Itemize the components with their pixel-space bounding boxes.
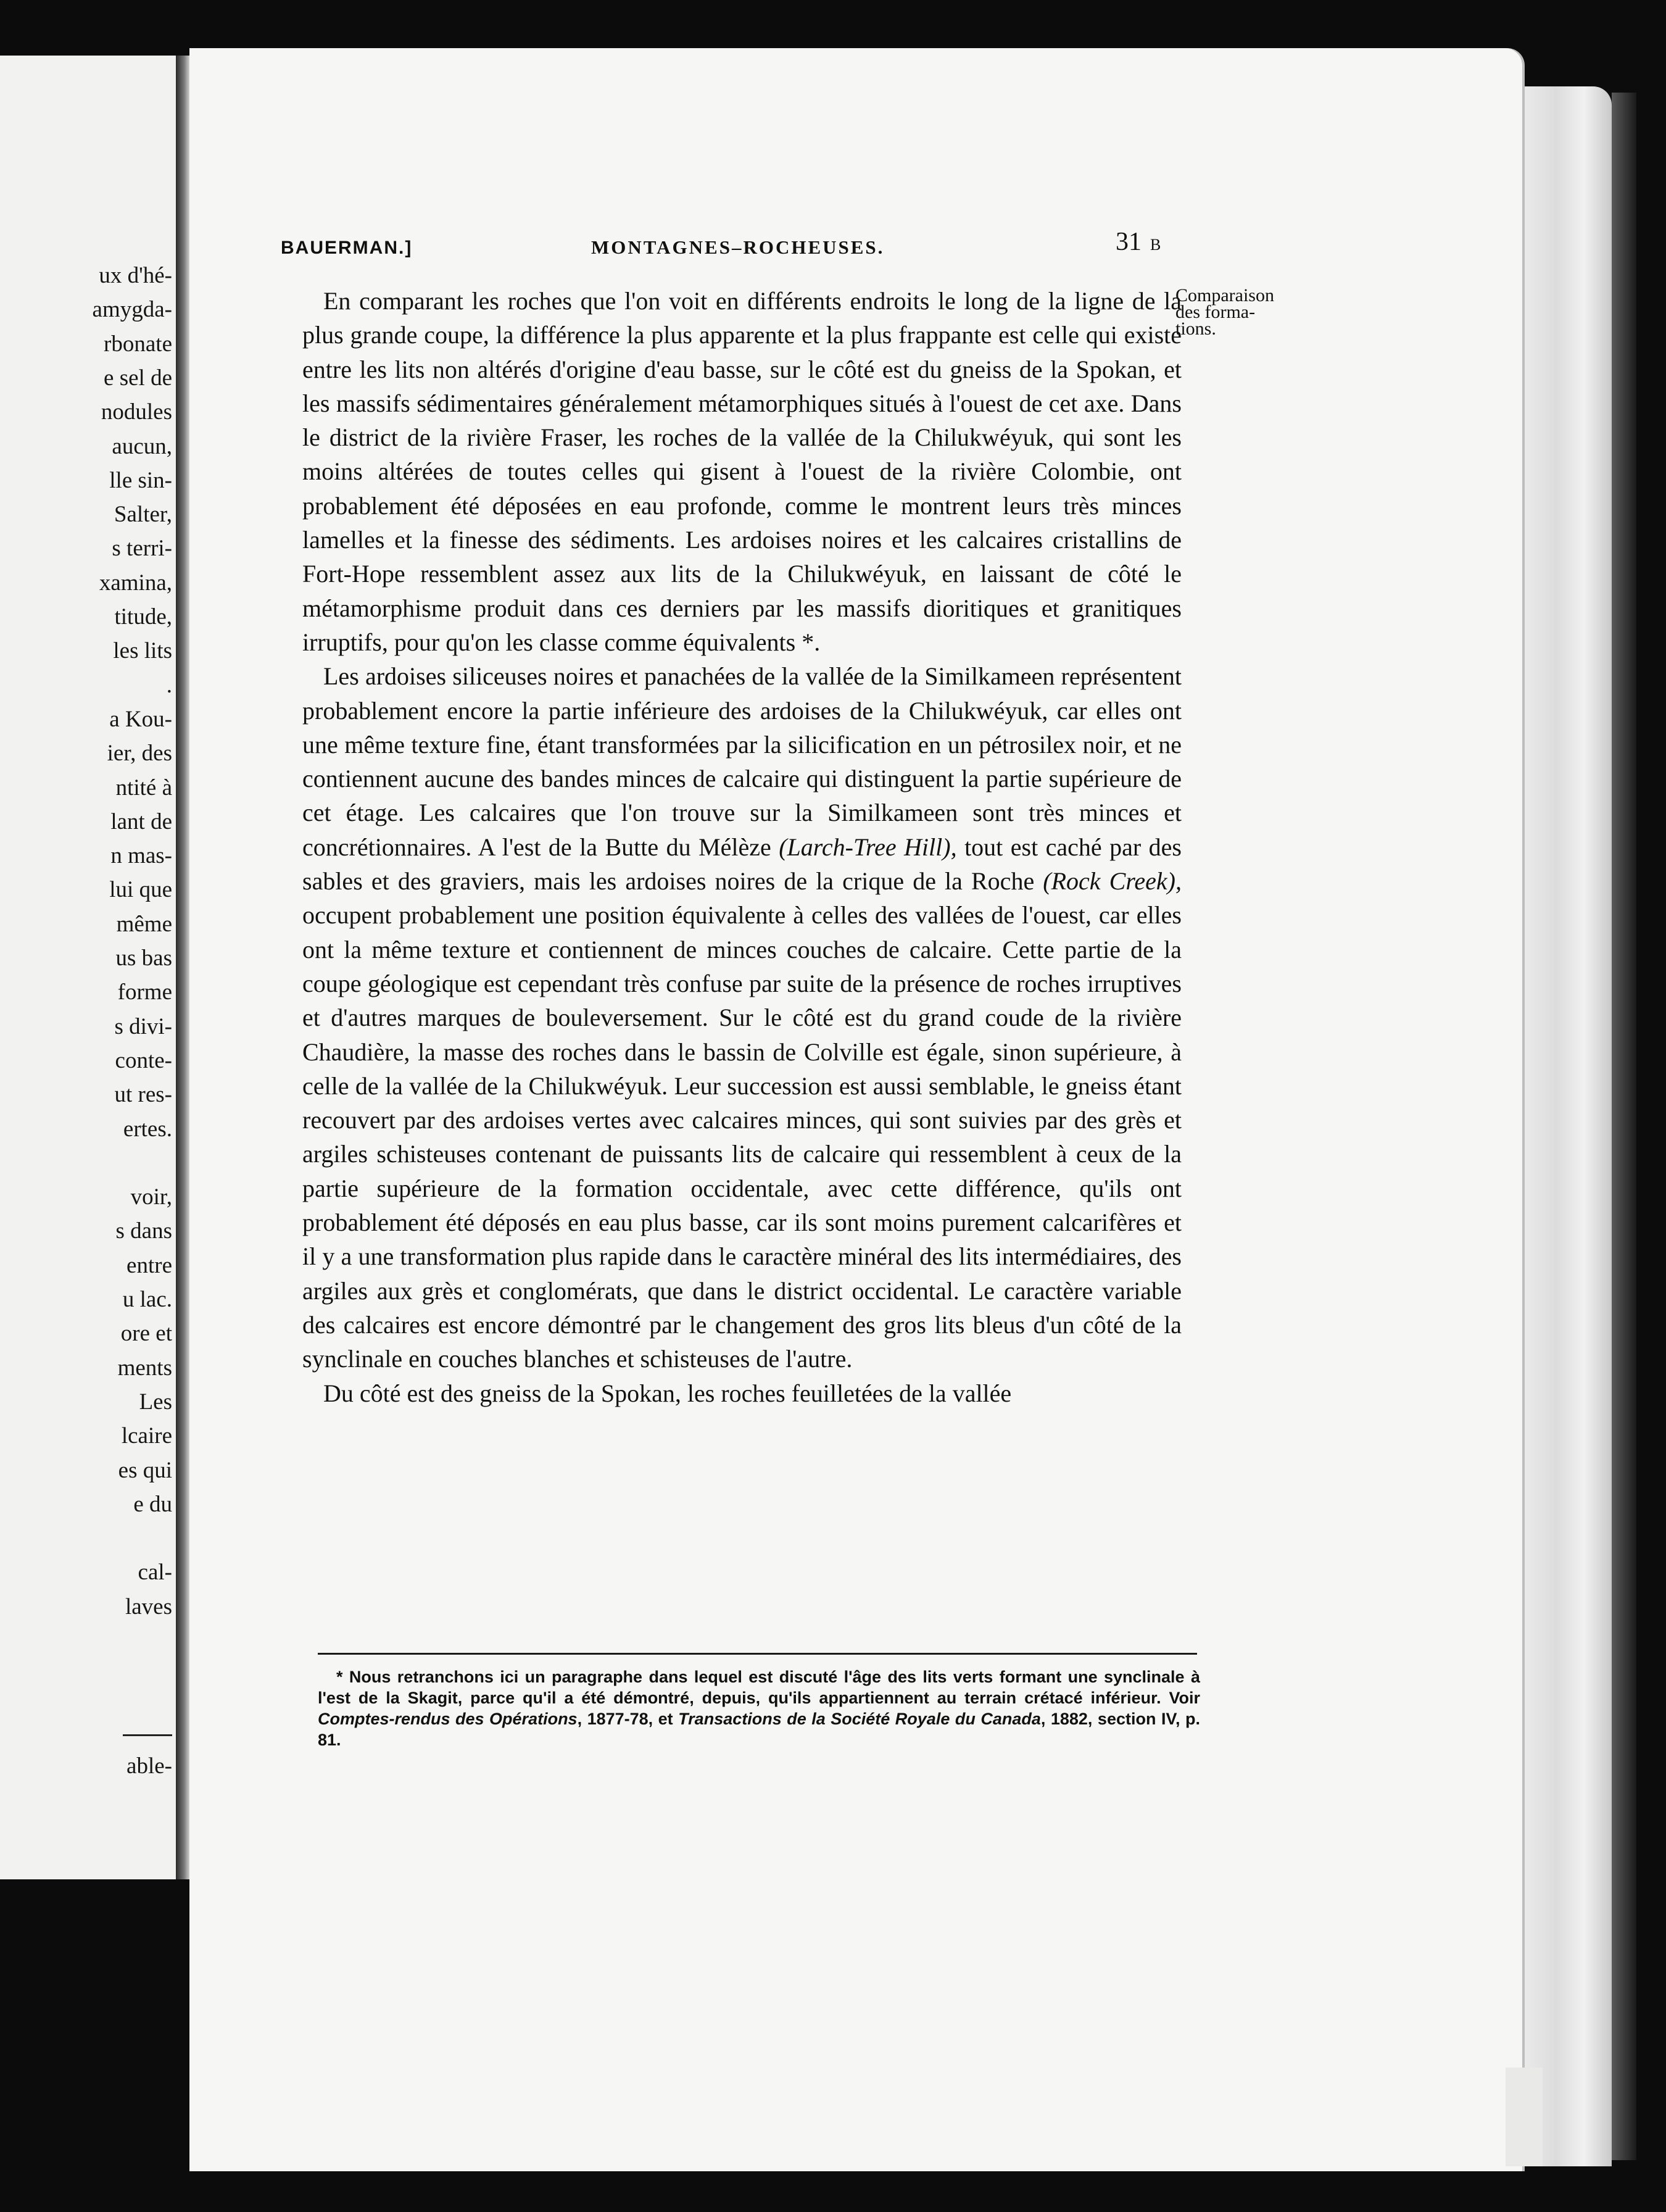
left-page-line: cal- bbox=[138, 1560, 172, 1586]
paragraph bbox=[302, 284, 1182, 659]
text-segment: Les ardoises siliceuses noires et panachées de la vallée de la Similkameen représentent probablement encore la partie inférieure des ardoises de la Chilukwéyuk, car elles ont une même texture fine, étant transformées par la silicification en un pétrosilex noir, et ne contiennent aucune des bandes minces de calcaire qui distinguent la partie supérieure de cet étage. Les calcaires que l'on trouve sur la Similkameen sont très minces et concrétionnaires. A l'est de la Butte du Mélèze bbox=[302, 662, 1182, 861]
left-page-line: ux d'hé- bbox=[99, 263, 172, 288]
left-page-rule bbox=[123, 1734, 172, 1736]
left-page-line: s terri- bbox=[112, 536, 172, 562]
left-page-line: les lits bbox=[113, 638, 172, 664]
left-page-line: rbonate bbox=[104, 331, 172, 357]
left-page-line: nodules bbox=[101, 399, 172, 425]
left-page-line: us bas bbox=[115, 946, 172, 971]
author-name: BAUERMAN. bbox=[281, 238, 405, 258]
left-page-line: aucun, bbox=[112, 433, 172, 459]
left-page-line: lcaire bbox=[121, 1423, 172, 1449]
footnote-text: , 1877-78, et bbox=[577, 1710, 679, 1728]
left-page-line: Salter, bbox=[114, 502, 172, 528]
margin-note-line: des forma- bbox=[1175, 302, 1256, 322]
left-page-line: a Kou- bbox=[109, 706, 172, 732]
book-cover-edge bbox=[1612, 93, 1636, 2160]
text-segment: occupent probablement une position équivalente à celles des vallées de l'ouest, car elles ont la même texture et contiennent de minces couches de calcaire. Cette partie de la coupe géologique est cependant très confuse par suite de la présence de roches irruptives et d'autres marques de bouleversement. Sur le côté est du grand coude de la rivière Chaudière, la masse des roches dans le bassin de Colville est égale, sinon supérieure, à celle de la vallée de la Chilukwéyuk. Leur succession est aussi semblable, le gneiss étant recouvert par des ardoises vertes avec calcaires minces, qui sont suivies par des grès et argiles schisteuses contenant de puissants lits de calcaire qui ressemblent à ceux de la partie supérieure de la formation occidentale, avec cette différence, qu'ils ont probablement été déposés en eau plus basse, car ils sont moins purement calcarifères et il y a une transformation plus rapide dans le caractère minéral des lits intermédiaires, des argiles aux grès et conglomérats, que dans le district occidental. Le caractère variable des calcaires est encore démontré par le changement des gros lits bleus d'un côté de la synclinale en couches blanches et schisteuses de l'autre. bbox=[302, 901, 1182, 1373]
left-page-line: ntité à bbox=[115, 775, 172, 800]
body-text bbox=[302, 284, 1182, 1410]
left-page-line: lui que bbox=[109, 877, 172, 903]
left-page-line: e du bbox=[133, 1491, 172, 1517]
book-gutter bbox=[176, 56, 189, 1879]
footnote-rule bbox=[318, 1653, 1197, 1655]
paragraph bbox=[302, 1376, 1182, 1410]
left-page-line: ertes. bbox=[123, 1116, 172, 1142]
italic-text: (Larch-Tree Hill), bbox=[779, 833, 957, 861]
paragraph bbox=[302, 659, 1182, 1376]
left-page-line: xamina, bbox=[99, 570, 172, 596]
left-page-line: es qui bbox=[118, 1457, 172, 1483]
running-header-title: MONTAGNES–ROCHEUSES. bbox=[591, 236, 885, 258]
left-page-line: s divi- bbox=[114, 1013, 172, 1039]
left-page-line: conte- bbox=[115, 1047, 172, 1073]
margin-note-line: tions. bbox=[1175, 318, 1216, 339]
footnote-italic-text: Transactions de la Société Royale du Canada bbox=[678, 1710, 1041, 1728]
running-header-author bbox=[281, 238, 412, 259]
left-page-line: titude, bbox=[114, 604, 172, 630]
left-page-line: amygda- bbox=[92, 297, 172, 323]
header-bracket: ] bbox=[405, 238, 413, 258]
page-number-suffix: B bbox=[1150, 236, 1161, 254]
text-segment: Du côté est des gneiss de la Spokan, les roches feuilletées de la vallée bbox=[323, 1379, 1012, 1407]
left-page-line: entre bbox=[126, 1252, 172, 1278]
footnote-text: , 1882, section IV, p. 81. bbox=[318, 1710, 1200, 1749]
text-segment: En comparant les roches que l'on voit en différents endroits le long de la ligne de la plus grande coupe, la différence la plus apparente et la plus frappante est celle qui existe entre les lits non altérés d'origine d'eau basse, sur le côté est du gneiss de la Spokan, et les massifs sédimentaires généralement métamorphiques situés à l'ouest de cet axe. Dans le district de la rivière Fraser, les roches de la vallée de la Chilukwéyuk, qui sont les moins altérées de toutes celles qui gisent à l'ouest de la rivière Colombie, ont probablement été déposées en eau profonde, comme le montrent leurs très minces lamelles et la finesse des sédiments. Les ardoises noires et les calcaires cristallins de Fort-Hope ressemblent assez aux lits de la Chilukwéyuk, en laissant de côté le métamorphisme produit dans ces derniers par les massifs dioritiques et granitiques irruptifs, pour qu'on les classe comme équivalents *. bbox=[302, 287, 1182, 656]
left-page-line: . bbox=[166, 672, 172, 698]
footnote-paragraph bbox=[318, 1666, 1200, 1750]
left-page-line: forme bbox=[117, 979, 172, 1005]
left-page-line: voir, bbox=[130, 1184, 172, 1210]
margin-note-line: Comparaison bbox=[1175, 285, 1274, 306]
left-page-line: Les bbox=[139, 1389, 172, 1415]
left-page-line: lle sin- bbox=[109, 467, 172, 493]
left-page-line: laves bbox=[125, 1594, 172, 1620]
left-page-line: n mas- bbox=[110, 843, 172, 869]
footnote bbox=[318, 1666, 1200, 1750]
footnote-text: * Nous retranchons ici un paragraphe dans lequel est discuté l'âge des lits verts formant une synclinale à l'est de la Skagit, parce qu'il a été démontré, depuis, qu'ils appartiennent au terrain crétacé inférieur. Voir bbox=[318, 1668, 1200, 1707]
text-segment: tout est caché par des sables et des graviers, mais les ardoises noires de la crique de la Roche bbox=[302, 833, 1182, 896]
italic-text: (Rock Creek), bbox=[1043, 867, 1182, 896]
left-page-line: s dans bbox=[115, 1218, 172, 1244]
left-page-fragment bbox=[0, 56, 178, 1879]
page-number bbox=[1116, 227, 1161, 257]
margin-note bbox=[1175, 287, 1336, 337]
page-corner bbox=[1506, 2068, 1543, 2166]
left-page-line: u lac. bbox=[122, 1287, 172, 1312]
left-page-line: ore et bbox=[120, 1321, 172, 1347]
left-page-line: e sel de bbox=[104, 365, 172, 391]
left-page-line: lant de bbox=[110, 809, 172, 834]
left-page-line: ments bbox=[117, 1355, 172, 1381]
page-stack-edge bbox=[1519, 86, 1612, 2166]
left-page-line: même bbox=[116, 911, 172, 937]
page-number-value: 31 bbox=[1116, 228, 1142, 256]
left-page-line: ier, des bbox=[107, 741, 172, 767]
left-page-line: able- bbox=[126, 1753, 172, 1779]
footnote-italic-text: Comptes-rendus des Opérations bbox=[318, 1710, 578, 1728]
left-page-line: ut res- bbox=[114, 1082, 172, 1108]
